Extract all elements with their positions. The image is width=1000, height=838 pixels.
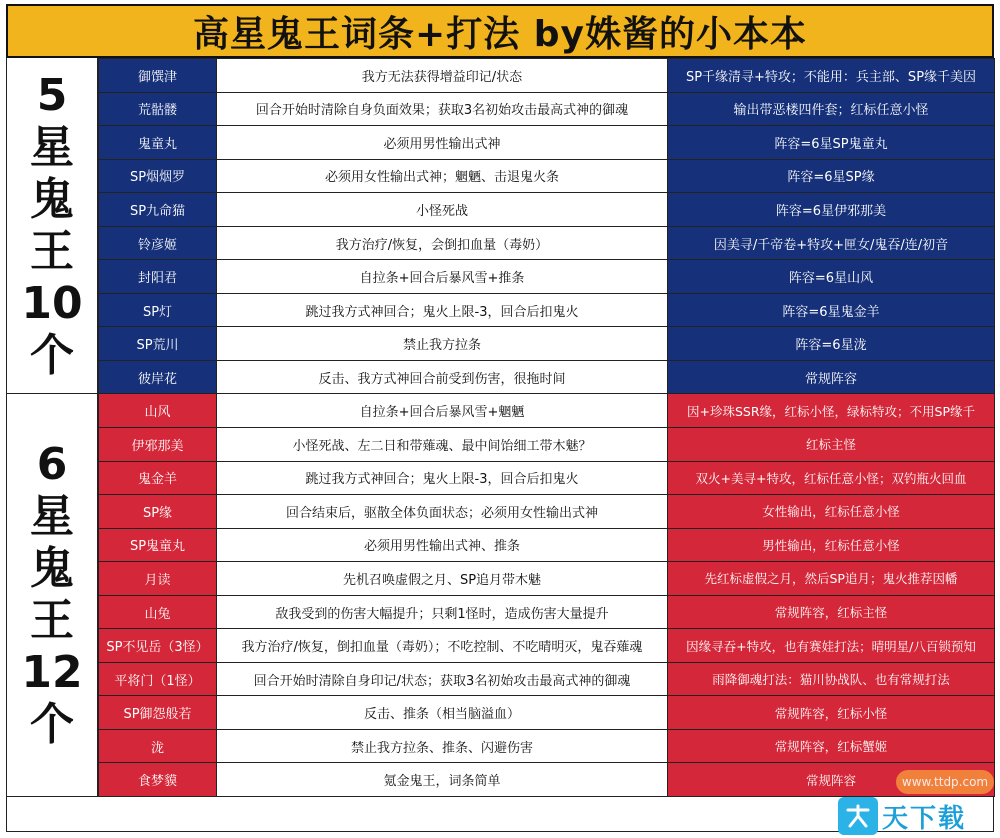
boss-strategy-cell: 先红标虚假之月，然后SP追月；鬼火推荐因幡 <box>668 562 995 596</box>
boss-affix-cell: 必须用女性输出式神；魍魉、击退鬼火条 <box>217 159 668 193</box>
table-row <box>99 696 995 730</box>
boss-strategy-cell: 阵容=6星SP鬼童丸 <box>668 126 995 160</box>
boss-name-cell: 御馔津 <box>99 59 217 93</box>
boss-strategy-cell: 阵容=6星鬼金羊 <box>668 293 995 327</box>
page-title: 高星鬼王词条+打法 by姝酱的小本本 <box>6 4 994 58</box>
boss-name-cell: SP御怨般若 <box>99 696 217 730</box>
table-row <box>99 729 995 763</box>
group-label-char: 12 <box>21 647 83 698</box>
download-logo-icon <box>838 797 878 835</box>
boss-affix-cell: 回合结束后，驱散全体负面状态；必须用女性输出式神 <box>217 495 668 529</box>
boss-affix-cell: 反击、推条（相当脑溢血） <box>217 696 668 730</box>
boss-affix-cell: 小怪死战 <box>217 193 668 227</box>
table-row <box>99 662 995 696</box>
boss-affix-cell: 我方治疗/恢复，会倒扣血量（毒奶） <box>217 226 668 260</box>
boss-affix-cell: 自拉条+回合后暴风雪+推条 <box>217 260 668 294</box>
table-row <box>99 159 995 193</box>
boss-strategy-cell: 红标主怪 <box>668 428 995 462</box>
boss-affix-cell: 氪金鬼王，词条简单 <box>217 763 668 797</box>
boss-affix-cell: 跳过我方式神回合；鬼火上限-3，回合后扣鬼火 <box>217 461 668 495</box>
boss-strategy-cell: 因+珍珠SSR缘，红标小怪，绿标特攻；不用SP缘千 <box>668 394 995 428</box>
table-row <box>99 193 995 227</box>
table-row <box>99 260 995 294</box>
group-label-char: 王 <box>30 225 74 277</box>
boss-strategy-cell: 阵容=6星泷 <box>668 327 995 361</box>
boss-name-cell: 平将门（1怪） <box>99 662 217 696</box>
table-row <box>99 92 995 126</box>
boss-affix-cell: 先机召唤虚假之月、SP追月带木魅 <box>217 562 668 596</box>
boss-strategy-cell: 常规阵容 <box>668 360 995 394</box>
boss-name-cell: 泷 <box>99 729 217 763</box>
boss-name-cell: SP缘 <box>99 495 217 529</box>
boss-strategy-cell: 阵容=6星SP缘 <box>668 159 995 193</box>
group-label-char: 个 <box>30 699 74 750</box>
boss-strategy-cell: 常规阵容，红标主怪 <box>668 595 995 629</box>
boss-name-cell: SP九命猫 <box>99 193 217 227</box>
boss-affix-cell: 反击、我方式神回合前受到伤害，很拖时间 <box>217 360 668 394</box>
table-row <box>99 528 995 562</box>
watermark-brand: 天下载 <box>882 803 967 834</box>
boss-strategy-cell: 常规阵容，红标蟹姬 <box>668 729 995 763</box>
boss-strategy-cell: 男性输出，红标任意小怪 <box>668 528 995 562</box>
group-label-char: 鬼 <box>30 173 74 225</box>
boss-strategy-cell: 输出带恶楼四件套；红标任意小怪 <box>668 92 995 126</box>
boss-name-cell: 月读 <box>99 562 217 596</box>
group-label-5-star <box>6 58 98 394</box>
boss-affix-cell: 敌我受到的伤害大幅提升；只剩1怪时，造成伤害大量提升 <box>217 595 668 629</box>
table-row <box>99 226 995 260</box>
boss-strategy-cell: 常规阵容 <box>668 763 995 797</box>
boss-strategy-cell: 因缘寻吞+特攻，也有赛娃打法；晴明星/八百锁预知 <box>668 629 995 663</box>
table-row <box>99 629 995 663</box>
table-row <box>99 327 995 361</box>
boss-affix-cell: 回合开始时清除自身负面效果；获取3名初始攻击最高式神的御魂 <box>217 92 668 126</box>
boss-name-cell: SP不见岳（3怪） <box>99 629 217 663</box>
group-label-6-star <box>6 394 98 797</box>
boss-affix-cell: 我方治疗/恢复，倒扣血量（毒奶）；不吃控制、不吃晴明灭，鬼吞薙魂 <box>217 629 668 663</box>
table-row <box>99 595 995 629</box>
boss-name-cell: 伊邪那美 <box>99 428 217 462</box>
table-row <box>99 59 995 93</box>
boss-name-cell: SP荒川 <box>99 327 217 361</box>
boss-strategy-cell: 阵容=6星山风 <box>668 260 995 294</box>
boss-strategy-cell: SP千缘清寻+特攻；不能用：兵主部、SP缘千美因 <box>668 59 995 93</box>
boss-strategy-cell: 雨降御魂打法：猫川协战队、也有常规打法 <box>668 662 995 696</box>
boss-strategy-cell: 女性输出，红标任意小怪 <box>668 495 995 529</box>
table-row <box>99 360 995 394</box>
boss-name-cell: 铃彦姬 <box>99 226 217 260</box>
boss-name-cell: 鬼金羊 <box>99 461 217 495</box>
group-label-char: 鬼 <box>30 543 74 594</box>
boss-affix-cell: 禁止我方拉条 <box>217 327 668 361</box>
boss-affix-cell: 小怪死战、左二日和带薙魂、最中间饴细工带木魅？ <box>217 428 668 462</box>
table-row <box>99 461 995 495</box>
table-row <box>99 562 995 596</box>
group-label-char: 5 <box>36 69 68 121</box>
group-label-char: 6 <box>36 439 68 490</box>
table-row <box>99 495 995 529</box>
boss-name-cell: 彼岸花 <box>99 360 217 394</box>
boss-strategy-cell: 因美寻/千帝卷+特攻+匣女/鬼吞/连/初音 <box>668 226 995 260</box>
boss-name-cell: 山风 <box>99 394 217 428</box>
boss-name-cell: 鬼童丸 <box>99 126 217 160</box>
boss-name-cell: 山兔 <box>99 595 217 629</box>
watermark-logo <box>838 796 966 836</box>
group-label-char: 10 <box>21 277 83 329</box>
boss-strategy-cell: 常规阵容，红标小怪 <box>668 696 995 730</box>
boss-affix-cell: 跳过我方式神回合；鬼火上限-3，回合后扣鬼火 <box>217 293 668 327</box>
group-label-char: 王 <box>30 595 74 646</box>
boss-name-cell: SP烟烟罗 <box>99 159 217 193</box>
group-label-char: 星 <box>30 491 74 542</box>
boss-affix-cell: 必须用男性输出式神 <box>217 126 668 160</box>
boss-affix-cell: 回合开始时清除自身印记/状态；获取3名初始攻击最高式神的御魂 <box>217 662 668 696</box>
table-row <box>99 428 995 462</box>
boss-affix-cell: 必须用男性输出式神、推条 <box>217 528 668 562</box>
group-label-char: 星 <box>30 121 74 173</box>
boss-name-cell: 食梦貘 <box>99 763 217 797</box>
table-row <box>99 394 995 428</box>
boss-affix-cell: 禁止我方拉条、推条、闪避伤害 <box>217 729 668 763</box>
table-row <box>99 126 995 160</box>
watermark-url: www.ttdp.com <box>896 770 994 794</box>
boss-affix-cell: 自拉条+回合后暴风雪+魍魉 <box>217 394 668 428</box>
table-row <box>99 293 995 327</box>
boss-name-cell: 荒骷髅 <box>99 92 217 126</box>
boss-affix-cell: 我方无法获得增益印记/状态 <box>217 59 668 93</box>
boss-name-cell: 封阳君 <box>99 260 217 294</box>
boss-strategy-cell: 阵容=6星伊邪那美 <box>668 193 995 227</box>
boss-name-cell: SP鬼童丸 <box>99 528 217 562</box>
table-row <box>99 763 995 797</box>
boss-name-cell: SP灯 <box>99 293 217 327</box>
boss-strategy-cell: 双火+美寻+特攻，红标任意小怪；双钓瓶火回血 <box>668 461 995 495</box>
boss-table <box>98 58 995 797</box>
group-label-char: 个 <box>30 329 74 381</box>
